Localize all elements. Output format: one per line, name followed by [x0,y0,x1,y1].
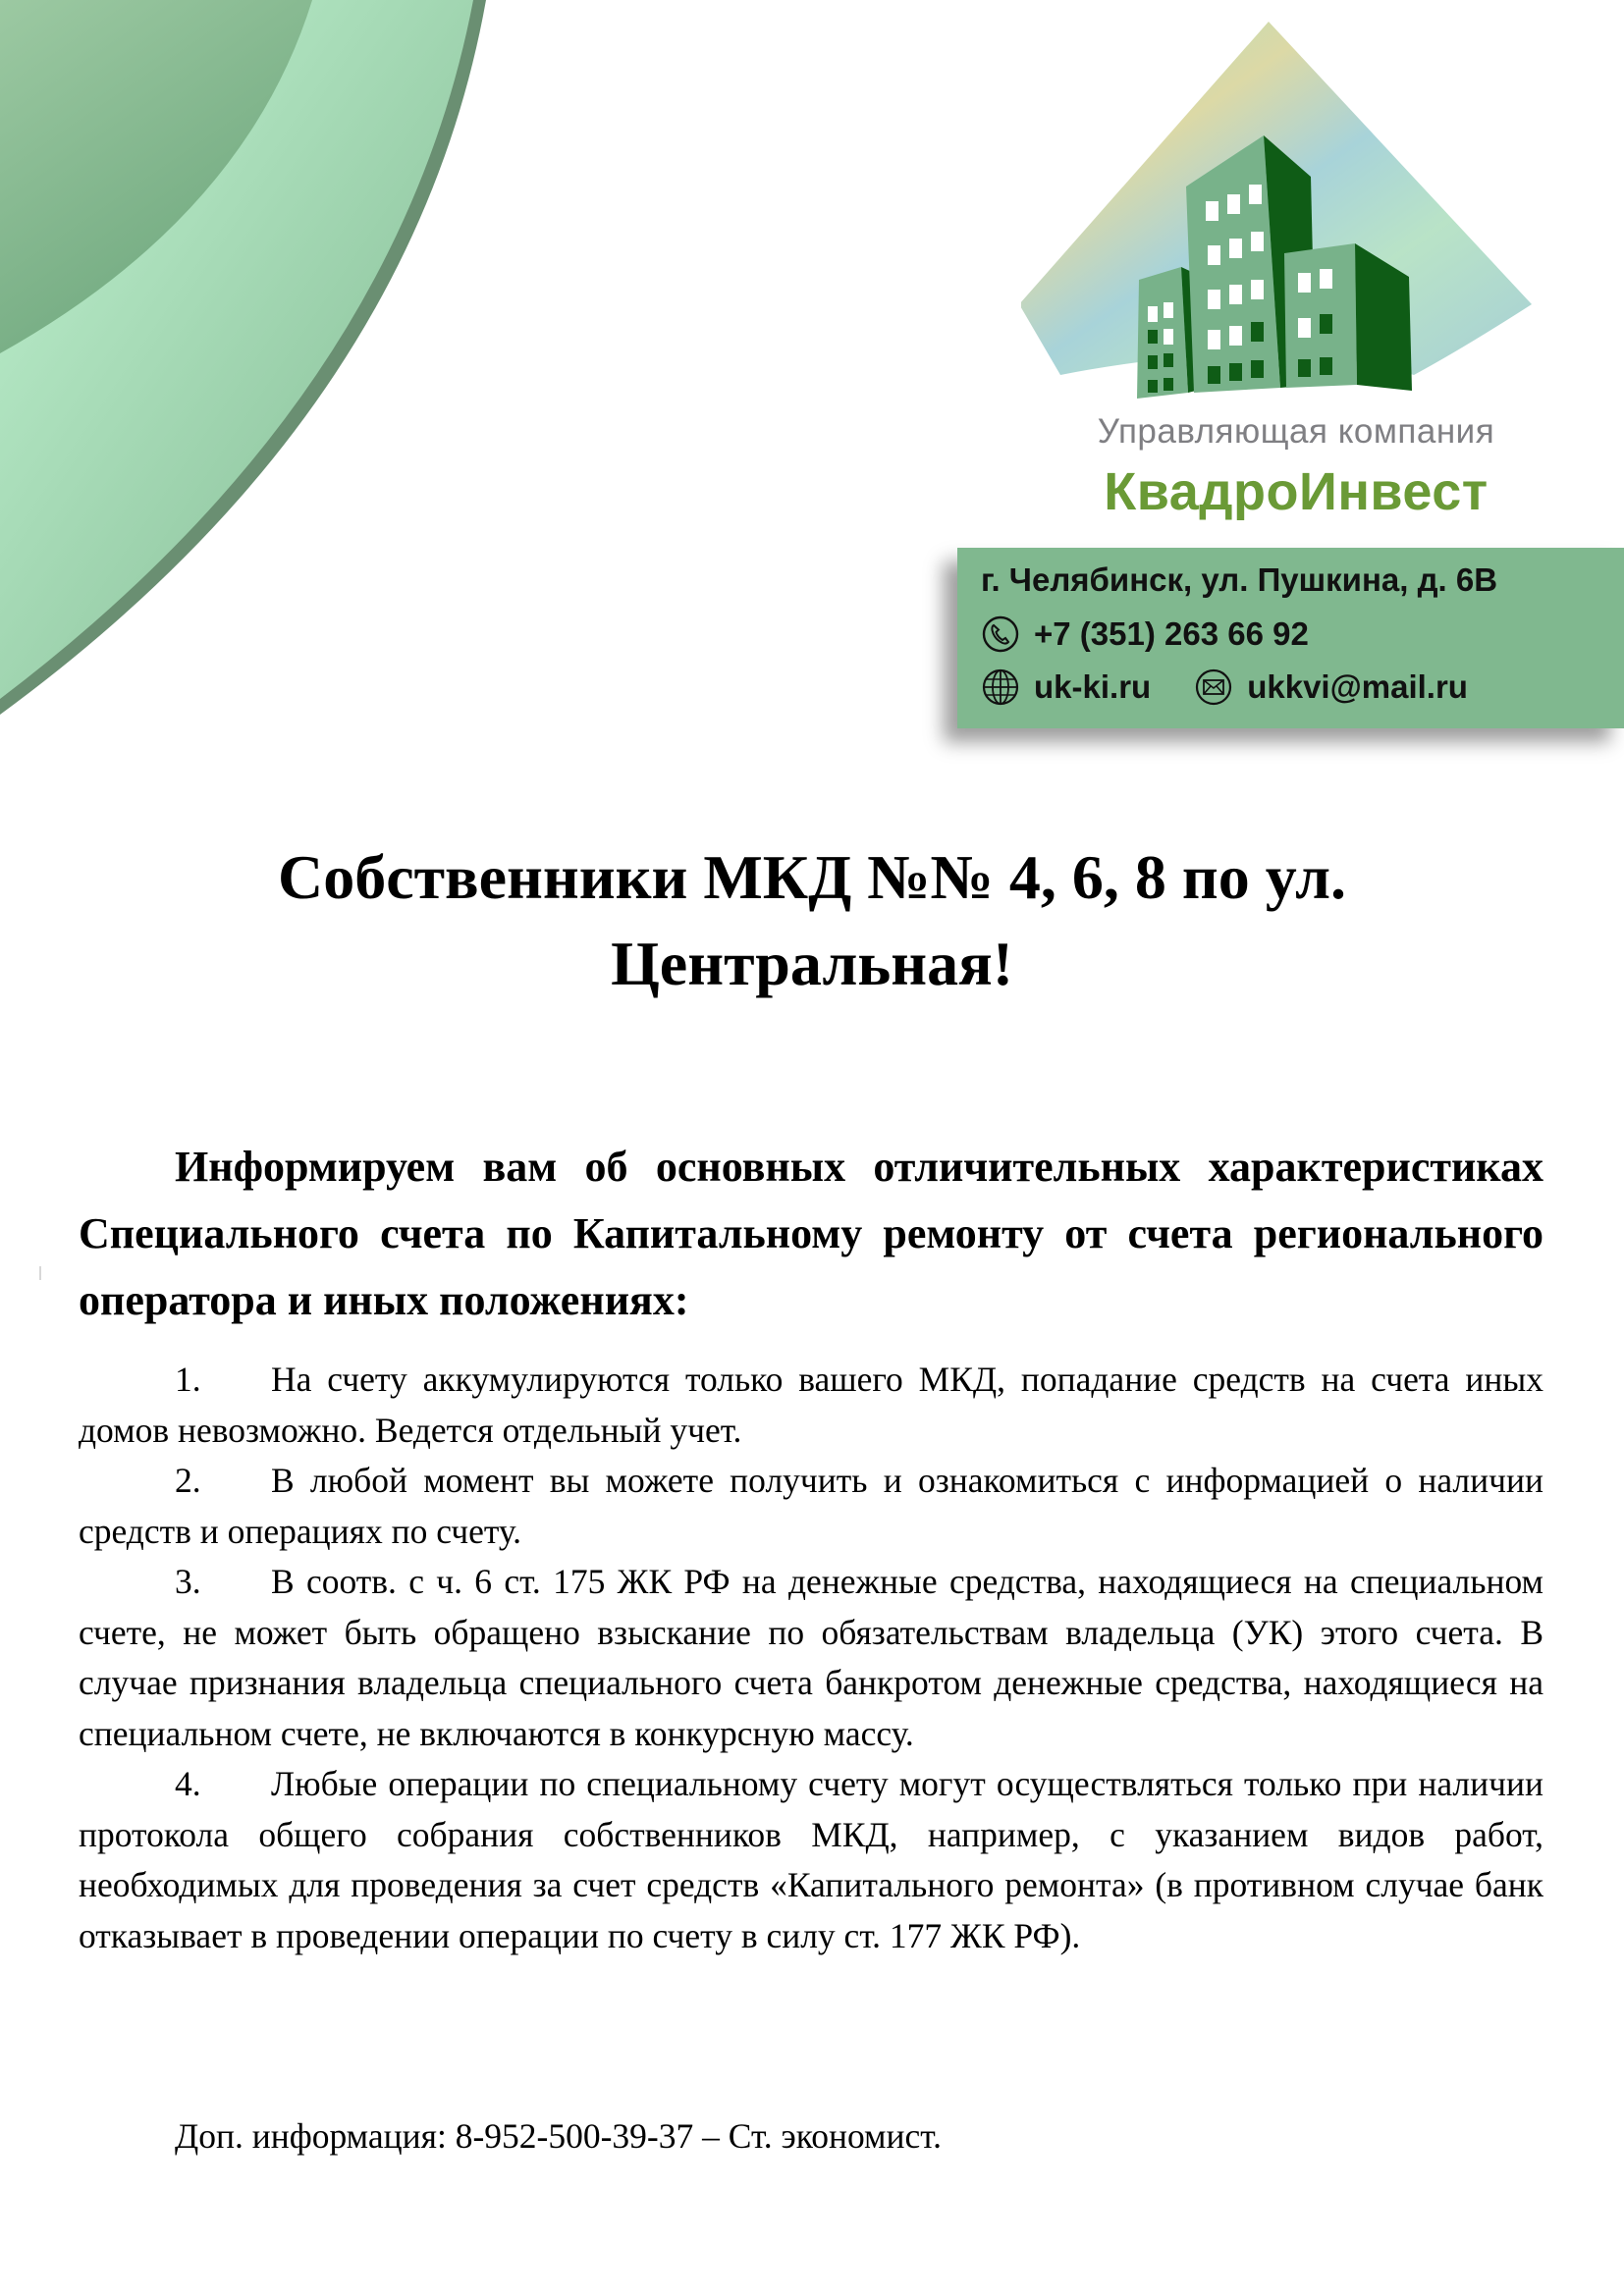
contact-phone-line [981,614,1309,654]
list-item [79,1355,1543,1456]
document-title [0,834,1624,1007]
phone-icon [981,614,1020,654]
title-line-2: Центральная! [611,929,1013,998]
globe-icon [981,667,1020,707]
list-item-text: В любой момент вы можете получить и ознакомиться с информацией о наличии средств и операциях по счету. [79,1461,1543,1551]
list-item-number: 3. [175,1562,201,1601]
list-item-text: В соотв. с ч. 6 ст. 175 ЖК РФ на денежные средства, находящиеся на специальном счете, не может быть обращено взыскание по обязательствам владельца (УК) этого счета. В случае признания владельца специального счета банкротом денежные средства, находящиеся на специальном счете, не включаются в конкурсную массу. [79,1562,1543,1753]
intro-paragraph: Информируем вам об основных отличительных характеристиках Специального счета по Капитальному ремонту от счета регионального оператора и иных положениях: [79,1143,1543,1324]
list-item [79,1456,1543,1557]
contact-email-link[interactable]: ukkvi@mail.ru [1247,668,1468,705]
list-item [79,1759,1543,1961]
contact-phone[interactable]: +7 (351) 263 66 92 [1034,615,1309,652]
contact-address: г. Челябинск, ул. Пушкина, д. 6В [981,561,1498,598]
title-line-1: Собственники МКД №№ 4, 6, 8 по ул. [277,842,1347,912]
list-item-text: Любые операции по специальному счету могут осуществляться только при наличии протокола общего собрания собственников МКД, например, с указанием видов работ, необходимых для проведения за счет средств «Капитального ремонта» (в противном случае банк отказывает в проведении операции по счету в силу ст. 177 ЖК РФ). [79,1764,1543,1955]
list-item-number: 2. [175,1461,201,1500]
list-item [79,1557,1543,1759]
contact-address-line [981,561,1497,599]
contact-web-line [981,667,1468,707]
contact-website-link[interactable]: uk-ki.ru [1034,668,1152,705]
list-item-number: 1. [175,1360,201,1399]
logo-company-name: КвадроИнвест [1104,462,1489,521]
list-item-number: 4. [175,1764,201,1803]
corner-decoration-arc [0,0,550,785]
numbered-list [79,1355,1543,1961]
logo-subtitle: Управляющая компания [1097,412,1495,451]
envelope-icon [1194,667,1233,707]
scan-artifact-mark [39,1266,41,1280]
contact-info-box [957,548,1624,728]
company-logo [1021,10,1591,422]
list-item-text: На счету аккумулируются только вашего МКД, попадание средств на счета иных домов невозможно. Ведется отдельный учет. [79,1360,1543,1450]
extra-info-contact: Доп. информация: 8-952-500-39-37 – Ст. экономист. [175,2116,942,2156]
